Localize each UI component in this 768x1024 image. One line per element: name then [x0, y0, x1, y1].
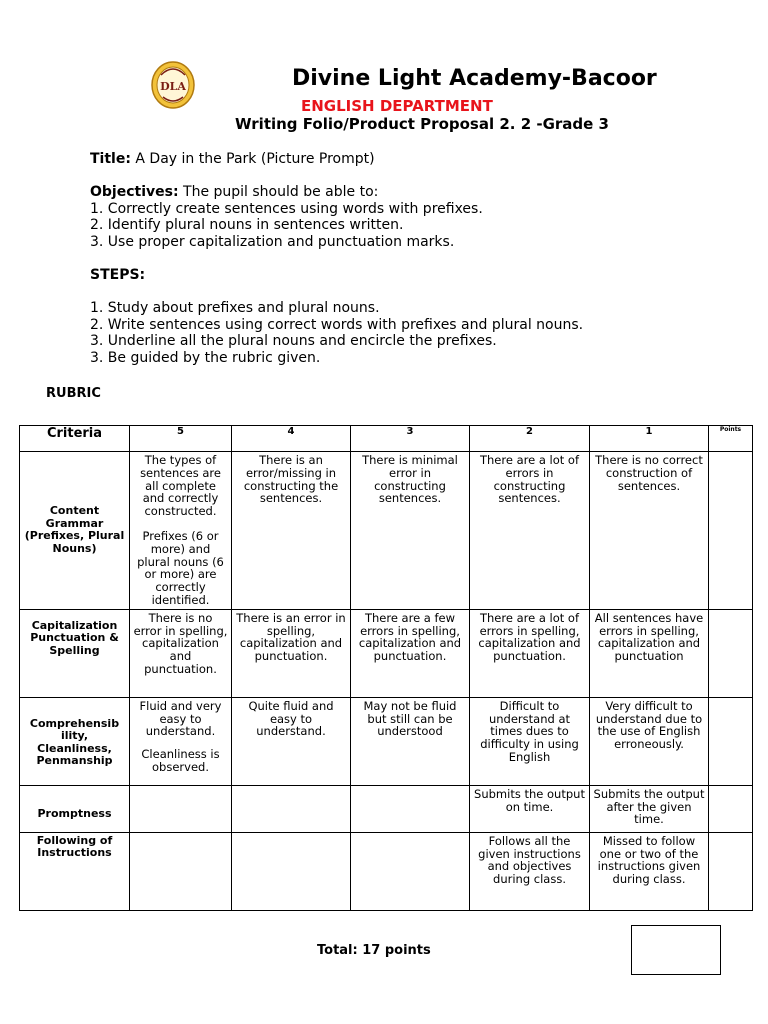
- step-item: 2. Write sentences using correct words with prefixes and plural nouns.: [90, 317, 584, 333]
- header-criteria: Criteria: [20, 426, 130, 452]
- header-score-2: 2: [470, 426, 590, 452]
- step-item: 3. Be guided by the rubric given.: [90, 350, 321, 366]
- score-1-cell: All sentences have errors in spelling, capitalization and punctuation: [590, 609, 709, 697]
- score-3-cell: There is minimal error in constructing sentences.: [351, 452, 470, 610]
- header-score-1: 1: [590, 426, 709, 452]
- score-2-cell: Follows all the given instructions and objectives during class.: [470, 832, 590, 910]
- score-3-cell: [351, 785, 470, 832]
- rubric-header-row: [20, 426, 753, 452]
- score-2-cell: There are a lot of errors in spelling, capitalization and punctuation.: [470, 609, 590, 697]
- step-item: 1. Study about prefixes and plural nouns.: [90, 300, 380, 316]
- school-logo: [151, 61, 195, 109]
- score-4-cell: There is an error in spelling, capitalization and punctuation.: [232, 609, 351, 697]
- score-4-cell: [232, 832, 351, 910]
- score-5-cell: There is no error in spelling, capitalization and punctuation.: [130, 609, 232, 697]
- score-5-text-extra: Cleanliness is observed.: [141, 747, 220, 774]
- header-score-4: 4: [232, 426, 351, 452]
- rubric-row-comprehensibility: [20, 697, 753, 785]
- criteria-cell: Comprehensib ility, Cleanliness, Penmanship: [20, 697, 130, 785]
- title-label: Title:: [90, 151, 131, 167]
- rubric-table: [19, 425, 753, 911]
- score-4-cell: There is an error/missing in constructing the sentences.: [232, 452, 351, 610]
- score-3-cell: May not be fluid but still can be understood: [351, 697, 470, 785]
- score-1-cell: Missed to follow one or two of the instructions given during class.: [590, 832, 709, 910]
- score-5-text: Fluid and very easy to understand.: [139, 698, 222, 739]
- rubric-row-promptness: [20, 785, 753, 832]
- objectives-label: Objectives:: [90, 184, 179, 200]
- criteria-cell: Following of Instructions: [20, 832, 130, 910]
- folio-title: Writing Folio/Product Proposal 2. 2 -Grade 3: [235, 115, 609, 133]
- objective-item: 2. Identify plural nouns in sentences written.: [90, 217, 404, 233]
- criteria-cell: Promptness: [20, 785, 130, 832]
- score-2-cell: There are a lot of errors in constructing sentences.: [470, 452, 590, 610]
- rubric-row-content-grammar: [20, 452, 753, 610]
- rubric-row-capitalization: [20, 609, 753, 697]
- score-5-cell: [130, 452, 232, 610]
- objectives-line: [90, 184, 378, 200]
- svg-text:DLA: DLA: [160, 80, 186, 93]
- criteria-cell: Content Grammar (Prefixes, Plural Nouns): [20, 452, 130, 610]
- score-3-cell: There are a few errors in spelling, capitalization and punctuation.: [351, 609, 470, 697]
- points-cell: [709, 609, 753, 697]
- steps-label: STEPS:: [90, 267, 146, 283]
- criteria-cell: Capitalization Punctuation & Spelling: [20, 609, 130, 697]
- score-4-cell: Quite fluid and easy to understand.: [232, 697, 351, 785]
- points-cell: [709, 697, 753, 785]
- score-1-cell: Very difficult to understand due to the use of English erroneously.: [590, 697, 709, 785]
- step-item: 3. Underline all the plural nouns and encircle the prefixes.: [90, 333, 497, 349]
- objective-item: 3. Use proper capitalization and punctuation marks.: [90, 234, 455, 250]
- score-5-text-extra: Prefixes (6 or more) and plural nouns (6 or more) are correctly identified.: [137, 528, 224, 607]
- header-score-5: 5: [130, 426, 232, 452]
- score-3-cell: [351, 832, 470, 910]
- points-cell: [709, 785, 753, 832]
- score-1-cell: Submits the output after the given time.: [590, 785, 709, 832]
- score-5-cell: [130, 785, 232, 832]
- total-label: Total: 17 points: [317, 943, 431, 958]
- score-5-text: The types of sentences are all complete and correctly constructed.: [140, 453, 221, 519]
- score-4-cell: [232, 785, 351, 832]
- department-title: ENGLISH DEPARTMENT: [301, 97, 493, 115]
- points-cell: [709, 832, 753, 910]
- title-line: [90, 151, 375, 167]
- objective-item: 1. Correctly create sentences using words with prefixes.: [90, 201, 483, 217]
- school-name: Divine Light Academy-Bacoor: [292, 66, 657, 91]
- header-points: Points: [709, 426, 753, 452]
- objectives-intro: The pupil should be able to:: [178, 184, 379, 200]
- points-cell: [709, 452, 753, 610]
- score-2-cell: Submits the output on time.: [470, 785, 590, 832]
- rubric-label: RUBRIC: [46, 386, 101, 401]
- score-1-cell: There is no correct construction of sentences.: [590, 452, 709, 610]
- score-2-cell: Difficult to understand at times dues to difficulty in using English: [470, 697, 590, 785]
- header-score-3: 3: [351, 426, 470, 452]
- score-5-cell: [130, 832, 232, 910]
- rubric-row-following-instructions: [20, 832, 753, 910]
- title-text: A Day in the Park (Picture Prompt): [130, 151, 375, 167]
- total-score-box: [631, 925, 721, 975]
- score-5-cell: [130, 697, 232, 785]
